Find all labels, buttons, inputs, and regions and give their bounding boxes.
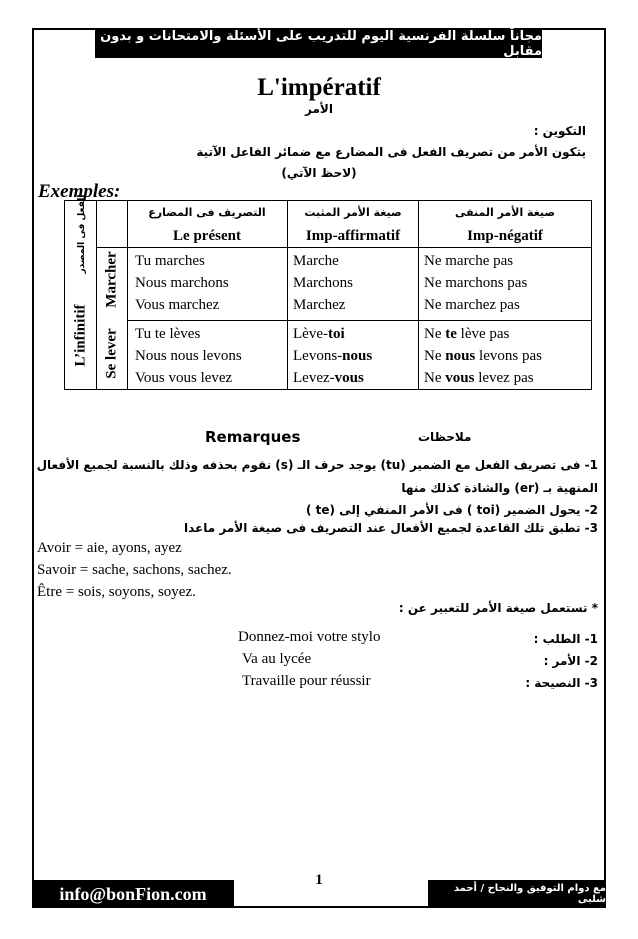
top-banner: مجاناً سلسلة الفرنسية اليوم للتدريب على الأسئلة والامتحانات و بدون مقابل [95, 30, 542, 58]
selever-present-cell [135, 323, 242, 389]
conjugation-line: Tu marches [135, 253, 205, 269]
remarques-heading-arabic: ملاحظات [418, 430, 472, 444]
remarques-heading: Remarques [205, 428, 301, 446]
irregular-savoir: Savoir = sache, sachons, sachez. [37, 562, 232, 578]
conjugation-line: Ne marchons pas [424, 275, 528, 291]
selever-neg-cell [424, 323, 542, 389]
selever-affirm-cell [293, 323, 372, 389]
rule-1-continued: المنهية بـ (er) والشاذة كذلك منها [401, 481, 598, 495]
conjugation-line: Levons-nous [293, 348, 373, 364]
rule-1: 1- فى تصريف الفعل مع الضمير (tu) يوجد حرف الـ (s) نقوم بحذفه وذلك بالنسبة لجميع الأفعال [36, 458, 598, 472]
col-present-arabic: التصريف فى المضارع [148, 206, 266, 219]
col-neg: Imp-négatif [467, 228, 543, 244]
footer-signature: مع دوام التوفيق والنجاح / أحمد شلبى [428, 880, 606, 908]
usage-item-example: Va au lycée [242, 651, 312, 667]
usage-item-example: Travaille pour réussir [242, 673, 371, 689]
infinitive-label: L’infinitif [72, 304, 89, 367]
conjugation-line: Levez-vous [293, 370, 364, 386]
conjugation-line: Lève-toi [293, 326, 345, 342]
conjugation-line: Marchez [293, 297, 346, 313]
rule-3: 3- تطبق تلك القاعدة لجميع الأفعال عند التصريف فى صيغة الأمر ماعدا [184, 521, 598, 535]
conjugation-table [64, 194, 592, 390]
conjugation-line: Ne nous levons pas [424, 348, 542, 364]
conjugation-line: Vous vous levez [135, 370, 233, 386]
formation-text: يتكون الأمر من تصريف الفعل فى المضارع مع ضمائر الفاعل الآتية [196, 145, 586, 159]
col-neg-arabic: صيغة الأمر المنفى [454, 206, 556, 219]
marcher-present-cell [135, 250, 229, 316]
conjugation-line: Tu te lèves [135, 326, 201, 342]
conjugation-line: Vous marchez [135, 297, 220, 313]
conjugation-line: Marche [293, 253, 339, 269]
usage-heading: * تستعمل صيغة الأمر للتعبير عن : [398, 601, 598, 615]
col-affirm-arabic: صيغة الأمر المثبت [304, 206, 402, 219]
conjugation-line: Ne marchez pas [424, 297, 520, 313]
col-affirm: Imp-affirmatif [305, 228, 401, 244]
conjugation-line: Ne vous levez pas [424, 370, 534, 386]
col-present: Le présent [173, 228, 241, 244]
conjugation-line: Ne marche pas [424, 253, 514, 269]
footer-email: info@bonFion.com [32, 880, 234, 908]
verb-se-lever-label: Se lever [103, 328, 120, 379]
conjugation-line: Nous nous levons [135, 348, 242, 364]
page-title: L'impératif [257, 74, 381, 101]
rule-2: 2- يحول الضمير (toi ) فى الأمر المنفي إلى (te ) [305, 503, 598, 517]
irregular-avoir: Avoir = aie, ayons, ayez [37, 540, 182, 556]
marcher-neg-cell [424, 250, 527, 316]
page-number: 1 [315, 872, 323, 888]
marcher-affirm-cell [293, 250, 353, 316]
conjugation-line: Marchons [293, 275, 353, 291]
usage-item-label: 3- النصيحة : [525, 676, 598, 690]
conjugation-line: Ne te lève pas [424, 326, 510, 342]
verb-marcher-label: Marcher [103, 251, 120, 308]
examples-heading: Exemples: [38, 181, 121, 202]
usage-item-label: 1- الطلب : [533, 632, 598, 646]
formation-note: (لاحظ الآتي) [281, 166, 357, 180]
conjugation-line: Nous marchons [135, 275, 229, 291]
page-title-arabic: الأمر [305, 102, 333, 116]
usage-item-example: Donnez-moi votre stylo [238, 629, 381, 645]
formation-label: التكوين : [533, 124, 586, 138]
irregular-etre: Être = sois, soyons, soyez. [37, 584, 196, 600]
usage-item-label: 2- الأمر : [543, 654, 598, 668]
infinitive-label-arabic: الفعل فى المصدر [77, 194, 87, 274]
